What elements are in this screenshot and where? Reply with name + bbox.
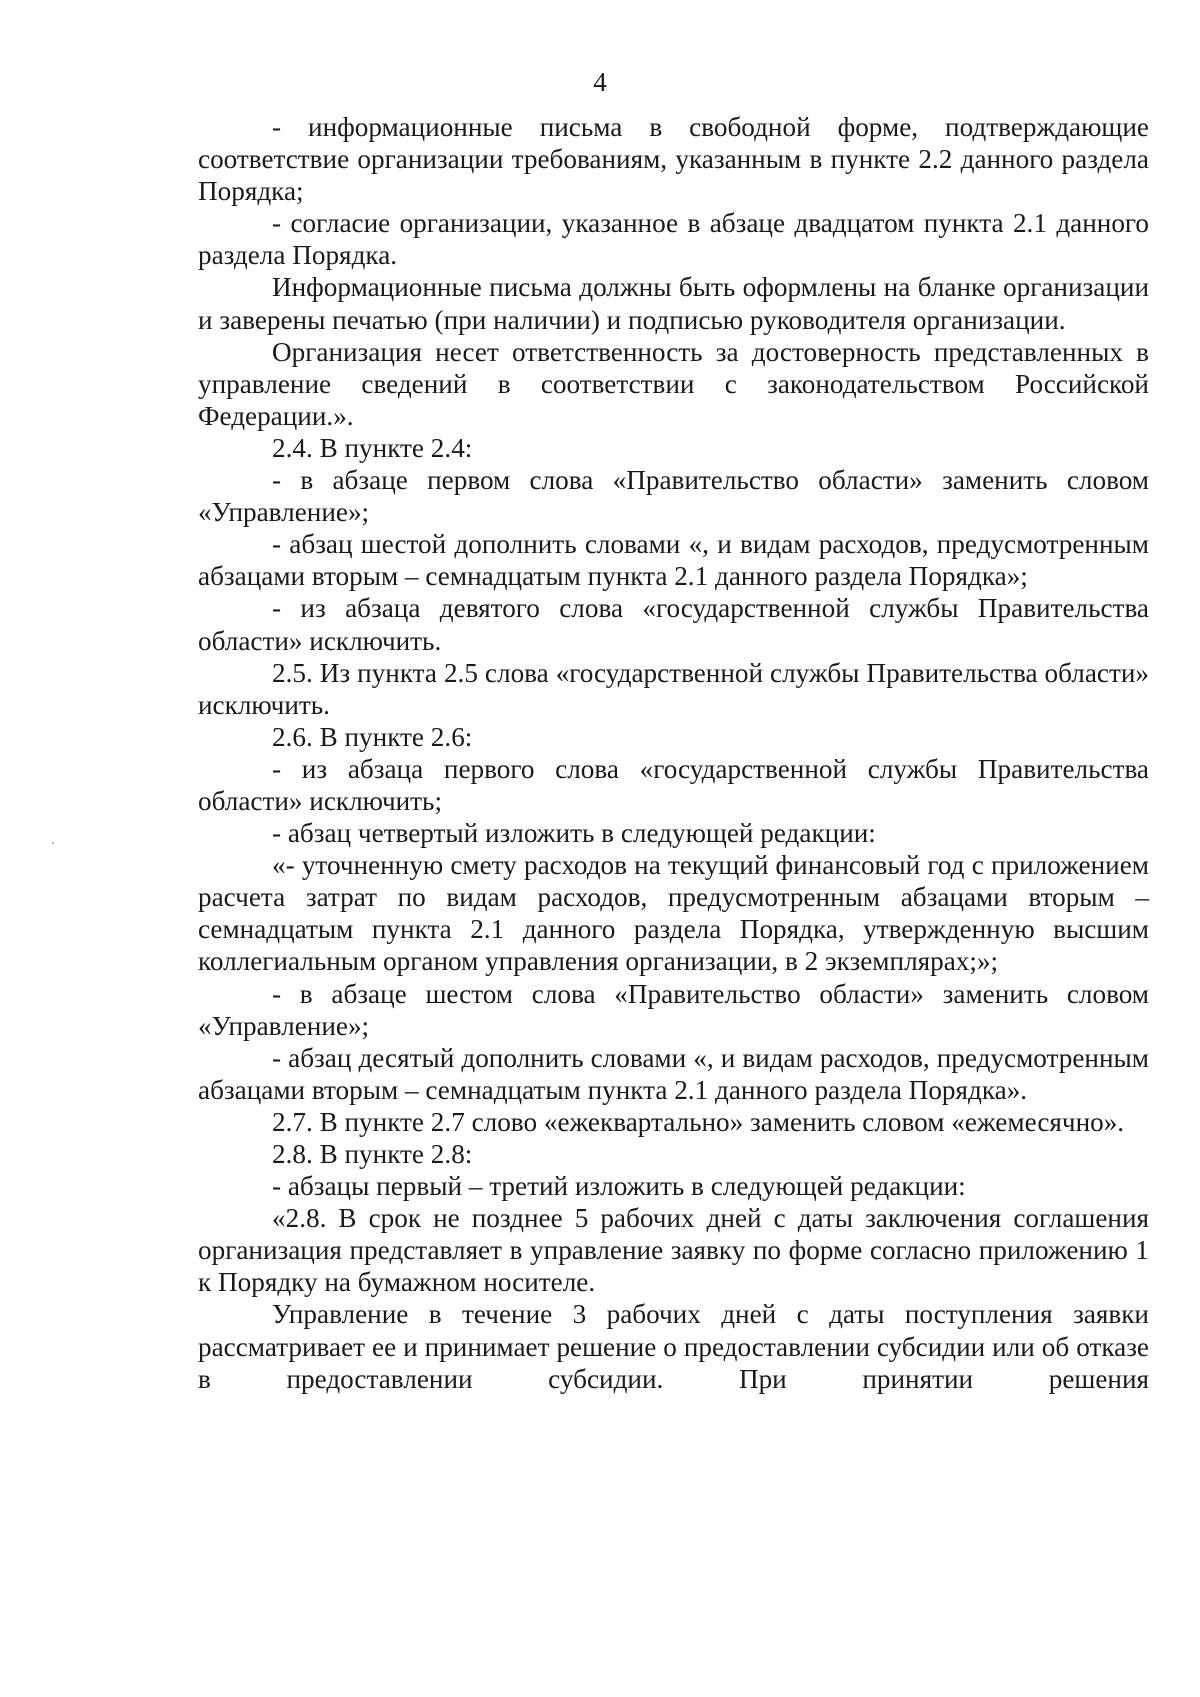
page-number: 4 xyxy=(593,67,607,97)
paragraph: Информационные письма должны быть оформлены на бланке организации и заверены печатью (при наличии) и подписью руководителя организации. xyxy=(198,272,1149,335)
paragraph: «- уточненную смету расходов на текущий финансовый год с приложением расчета затрат по видам расходов, предусмотренным абзацами вторым – семнадцатым пункта 2.1 данного раздела Порядка, утвержденную высшим коллегиальным органом управления организации, в 2 экземплярах;»; xyxy=(198,850,1149,977)
document-body xyxy=(198,111,1149,1395)
paragraph: 2.5. Из пункта 2.5 слова «государственной службы Правительства области» исключить. xyxy=(198,657,1149,720)
paragraph: - в абзаце первом слова «Правительство области» заменить словом «Управление»; xyxy=(198,465,1149,528)
paragraph: 2.4. В пункте 2.4: xyxy=(272,432,473,463)
paragraph: Организация несет ответственность за достоверность представленных в управление сведений в соответствии с законодательством Российской Федерации.». xyxy=(198,336,1149,431)
paragraph: 2.8. В пункте 2.8: xyxy=(272,1139,473,1169)
paragraph: 2.6. В пункте 2.6: xyxy=(272,721,473,752)
paragraph: - из абзаца девятого слова «государственной службы Правительства области» исключить. xyxy=(198,593,1149,656)
paragraph: - информационные письма в свободной форме, подтверждающие соответствие организации требованиям, указанным в пункте 2.2 данного раздела Порядка; xyxy=(198,112,1149,207)
paragraph: - в абзаце шестом слова «Правительство области» заменить словом «Управление»; xyxy=(198,978,1149,1041)
paragraph: - абзац четвертый изложить в следующей редакции: xyxy=(272,818,876,849)
scan-speck xyxy=(52,842,54,844)
paragraph: Управление в течение 3 рабочих дней с даты поступления заявки рассматривает ее и принимает решение о предоставлении субсидии или об отказе в предоставлении субсидии. При принятии решения xyxy=(198,1299,1149,1394)
paragraph: «2.8. В срок не позднее 5 рабочих дней с даты заключения соглашения организация представляет в управление заявку по форме согласно приложению 1 к Порядку на бумажном носителе. xyxy=(198,1203,1149,1298)
paragraph: - абзац шестой дополнить словами «, и видам расходов, предусмотренным абзацами вторым – семнадцатым пункта 2.1 данного раздела Порядка»; xyxy=(198,529,1149,592)
paragraph: - согласие организации, указанное в абзаце двадцатом пункта 2.1 данного раздела Порядка. xyxy=(198,208,1149,271)
paragraph: 2.7. В пункте 2.7 слово «ежеквартально» заменить словом «ежемесячно». xyxy=(272,1106,1125,1137)
paragraph: - абзацы первый – третий изложить в следующей редакции: xyxy=(272,1171,966,1202)
paragraph: - абзац десятый дополнить словами «, и видам расходов, предусмотренным абзацами вторым – семнадцатым пункта 2.1 данного раздела Порядка». xyxy=(198,1042,1149,1105)
paragraph: - из абзаца первого слова «государственной службы Правительства области» исключить; xyxy=(198,753,1149,816)
